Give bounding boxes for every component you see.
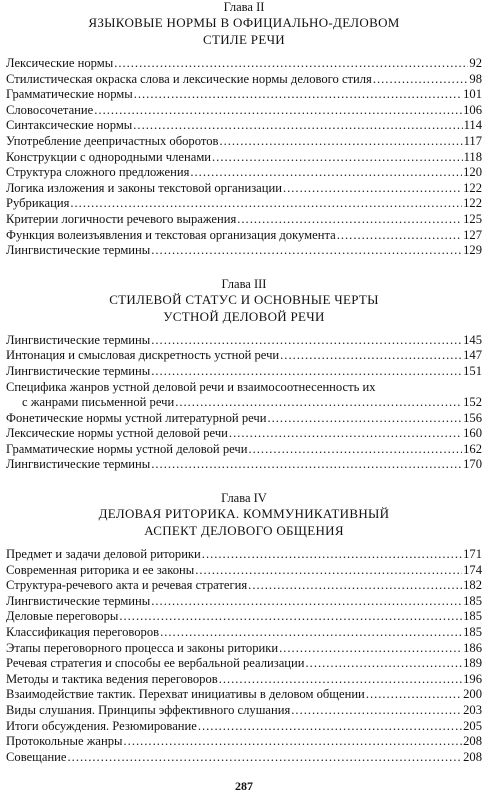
toc-list: [6, 547, 482, 765]
toc-entry-title: Взаимодействие тактик. Перехват инициативы в деловом общении: [6, 687, 365, 702]
leader-dots: [366, 687, 462, 703]
toc-entry-title: Функция волеизъявления и текстовая организация документа: [6, 227, 336, 242]
chapter-label: Глава IV: [221, 491, 267, 506]
leader-dots: [219, 672, 462, 688]
leader-dots: [337, 228, 462, 244]
toc-entry-page: 185: [463, 593, 482, 608]
leader-dots: [151, 594, 462, 610]
leader-dots: [160, 625, 462, 641]
toc-entry-page: 120: [463, 165, 482, 180]
toc-entry-title: Лингвистические термины: [6, 457, 151, 472]
toc-entry-title: Словосочетание: [6, 102, 94, 117]
leader-dots: [133, 118, 462, 134]
leader-dots: [202, 547, 462, 563]
toc-entry: [6, 609, 482, 625]
toc-entry-page: 208: [463, 749, 482, 764]
chapter-title-line: СТИЛЕ РЕЧИ: [202, 32, 285, 47]
toc-entry-title: Протокольные жанры: [6, 734, 123, 749]
toc-entry: [6, 457, 482, 473]
toc-entry: [6, 750, 482, 766]
chapter-3: [6, 277, 482, 473]
leader-dots: [198, 719, 462, 735]
toc-entry-title: Рубрикация: [6, 196, 70, 211]
toc-entry-page: 106: [463, 102, 482, 117]
toc-entry-page: 185: [463, 609, 482, 624]
leader-dots: [219, 134, 462, 150]
toc-entry-page: 162: [463, 441, 482, 456]
leader-dots: [280, 348, 462, 364]
toc-entry-title: Употребление деепричастных оборотов: [6, 133, 219, 148]
leader-dots: [119, 609, 462, 625]
toc-entry-title: Лексические нормы устной деловой речи: [6, 426, 228, 441]
section-spacer: [6, 473, 482, 491]
toc-entry-page: 122: [463, 196, 482, 211]
toc-entry-page: 145: [463, 332, 482, 347]
toc-entry: [6, 395, 482, 411]
toc-entry-page: 200: [463, 687, 482, 702]
toc-entry: [6, 72, 482, 88]
toc-entry-title: Речевая стратегия и способы ее вербальной реализации: [6, 656, 305, 671]
toc-entry-page: 156: [463, 410, 482, 425]
toc-entry-title: Критерии логичности речевого выражения: [6, 211, 237, 226]
toc-entry: [6, 625, 482, 641]
leader-dots: [279, 641, 462, 657]
toc-entry-title: Предмет и задачи деловой риторики: [6, 547, 201, 562]
toc-entry-title: Лингвистические термины: [6, 363, 151, 378]
leader-dots: [267, 411, 462, 427]
toc-entry-page: 171: [463, 547, 482, 562]
leader-dots: [134, 87, 462, 103]
toc-entry-title: Конструкции с однородными членами: [6, 149, 212, 164]
chapter-title-line: ЯЗЫКОВЫЕ НОРМЫ В ОФИЦИАЛЬНО-ДЕЛОВОМ: [88, 15, 400, 30]
leader-dots: [151, 243, 462, 259]
leader-dots: [70, 196, 462, 212]
toc-entry-page: 118: [463, 149, 482, 164]
toc-entry-title: Грамматические нормы устной деловой речи: [6, 441, 248, 456]
toc-entry-title: Современная риторика и ее законы: [6, 562, 195, 577]
leader-dots: [151, 333, 462, 349]
toc-entry-title: Лингвистические термины: [6, 332, 151, 347]
toc-entry: [6, 703, 482, 719]
toc-entry-page: 125: [463, 211, 482, 226]
toc-entry: [6, 442, 482, 458]
toc-entry-title: Фонетические нормы устной литературной речи: [6, 410, 267, 425]
toc-entry-page: 129: [463, 243, 482, 258]
toc-entry: [6, 719, 482, 735]
toc-entry-title: Лингвистические термины: [6, 243, 151, 258]
toc-entry: [6, 165, 482, 181]
toc-list: [6, 333, 482, 473]
toc-entry-title: Лексические нормы: [6, 56, 114, 70]
toc-entry-page: 92: [469, 56, 482, 70]
chapter-heading: [6, 491, 482, 539]
toc-entry-title: Деловые переговоры: [6, 609, 119, 624]
chapter-label: Глава II: [223, 0, 265, 14]
chapter-title-line: АСПЕКТ ДЕЛОВОГО ОБЩЕНИЯ: [144, 523, 344, 539]
section-spacer: [6, 259, 482, 277]
toc-entry: [6, 228, 482, 244]
toc-entry: [6, 212, 482, 228]
toc-entry-title: Этапы переговорного процесса и законы риторики: [6, 640, 279, 655]
toc-entry: [6, 196, 482, 212]
leader-dots: [212, 150, 463, 166]
leader-dots: [94, 103, 462, 119]
toc-entry-page: 182: [463, 578, 482, 593]
toc-entry-title: Совещание: [6, 749, 67, 764]
chapter-title-line: СТИЛЕВОЙ СТАТУС И ОСНОВНЫЕ ЧЕРТЫ: [109, 291, 379, 307]
chapter-4: [6, 491, 482, 765]
toc-entry: [6, 181, 482, 197]
toc-entry: [6, 87, 482, 103]
toc-entry: [6, 547, 482, 563]
toc-entry: [6, 380, 482, 396]
toc-entry-page: 196: [463, 671, 482, 686]
toc-entry-title: Методы и тактика ведения переговоров: [6, 671, 218, 686]
toc-entry: [6, 103, 482, 119]
leader-dots: [151, 364, 462, 380]
toc-entry: [6, 641, 482, 657]
toc-entry: [6, 150, 482, 166]
leader-dots: [283, 181, 462, 197]
chapter-heading: [6, 277, 482, 325]
toc-entry-title: Специфика жанров устной деловой речи и взаимосоотнесенность их: [6, 379, 376, 394]
toc-entry: [6, 687, 482, 703]
toc-entry-page: 117: [463, 133, 482, 148]
toc-entry: [6, 656, 482, 672]
leader-dots: [229, 426, 462, 442]
toc-entry-page: 98: [469, 71, 482, 86]
toc-entry: [6, 348, 482, 364]
toc-entry: [6, 411, 482, 427]
toc-entry: [6, 563, 482, 579]
toc-entry-page: 160: [463, 426, 482, 441]
toc-entry-title: Стилистическая окраска слова и лексические нормы делового стиля: [6, 71, 372, 86]
toc-entry: [6, 134, 482, 150]
toc-entry-page: 174: [463, 562, 482, 577]
toc-entry: [6, 118, 482, 134]
toc-entry-page: 203: [463, 703, 482, 717]
toc-entry-page: 147: [463, 348, 482, 363]
chapter-heading: [6, 0, 482, 48]
chapter-2: [6, 0, 482, 259]
chapter-title-line: УСТНОЙ ДЕЛОВОЙ РЕЧИ: [163, 308, 325, 324]
toc-entry: [6, 426, 482, 442]
toc-entry-page: 186: [463, 640, 482, 655]
toc-entry-title: Классификация переговоров: [6, 625, 160, 640]
leader-dots: [114, 56, 468, 72]
toc-entry-page: 101: [463, 87, 482, 102]
toc-entry: [6, 594, 482, 610]
toc-entry-title: Структура сложного предложения: [6, 165, 190, 180]
toc-entry-page: 208: [463, 734, 482, 749]
leader-dots: [68, 750, 463, 766]
page-number: 287: [235, 779, 253, 793]
toc-entry-page: 114: [463, 118, 482, 133]
leader-dots: [195, 563, 462, 579]
toc-entry-title: Синтаксические нормы: [6, 118, 133, 133]
toc-entry-page: 152: [463, 395, 482, 410]
toc-entry-page: 185: [463, 625, 482, 640]
chapter-title-line: ДЕЛОВАЯ РИТОРИКА. КОММУНИКАТИВНЫЙ: [98, 506, 390, 522]
toc-entry: [6, 364, 482, 380]
leader-dots: [151, 457, 462, 473]
toc-entry: [6, 243, 482, 259]
toc-entry-page: 122: [463, 180, 482, 195]
toc-entry-page: 127: [463, 227, 482, 242]
leader-dots: [248, 578, 462, 594]
toc-entry-title: Итоги обсуждения. Резюмирование: [6, 718, 197, 733]
toc-entry: [6, 333, 482, 349]
toc-entry-title: Грамматические нормы: [6, 87, 133, 102]
leader-dots: [175, 395, 462, 411]
toc-entry-title: Виды слушания. Принципы эффективного слушания: [6, 703, 291, 717]
toc-entry-title: Структура-речевого акта и речевая стратегия: [6, 578, 248, 593]
toc-entry-title: Логика изложения и законы текстовой организации: [6, 180, 282, 195]
chapter-label: Глава III: [221, 276, 267, 291]
toc-entry: [6, 56, 482, 72]
toc-entry-title: Интонация и смысловая дискретность устной речи: [6, 348, 280, 363]
toc-entry: [6, 734, 482, 750]
leader-dots: [124, 734, 463, 750]
toc-list: [6, 56, 482, 259]
leader-dots: [306, 656, 463, 672]
toc-entry-page: 189: [463, 656, 482, 671]
toc-entry-title: с жанрами письменной речи: [22, 395, 175, 410]
toc-entry: [6, 672, 482, 688]
toc-entry-page: 205: [463, 718, 482, 733]
leader-dots: [373, 72, 469, 88]
leader-dots: [248, 442, 462, 458]
toc-entry: [6, 578, 482, 594]
leader-dots: [237, 212, 462, 228]
toc-entry-title: Лингвистические термины: [6, 593, 151, 608]
leader-dots: [291, 703, 462, 719]
leader-dots: [190, 165, 462, 181]
toc-entry-page: 170: [463, 457, 482, 472]
toc-entry-page: 151: [463, 363, 482, 378]
